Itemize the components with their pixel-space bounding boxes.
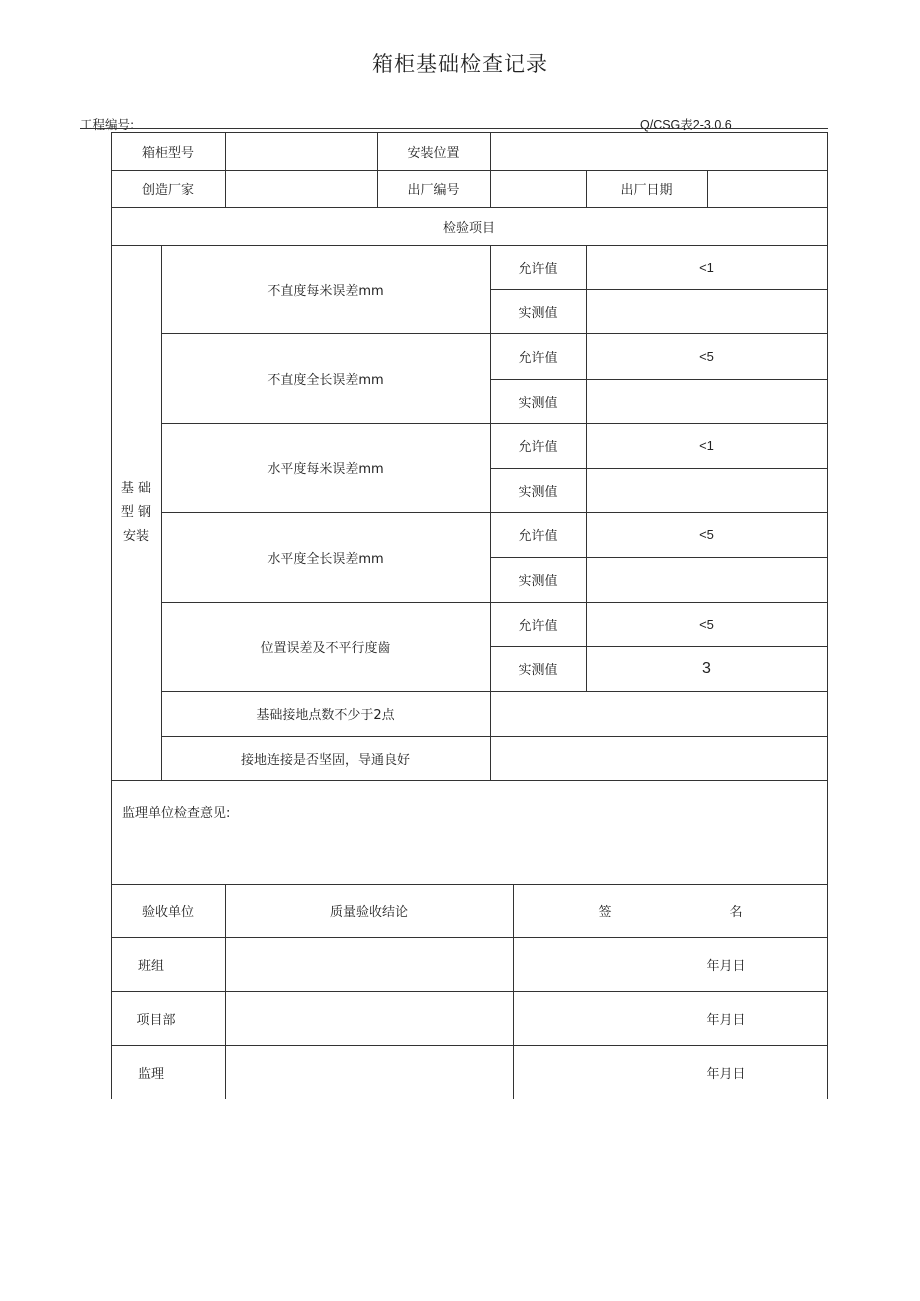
page-title: 箱柜基础检查记录 [372,52,548,76]
project-number-label: 工程编号: [80,117,135,132]
allowed-label: 允许值 [518,440,558,455]
measured-label: 实测值 [518,395,558,411]
measured-label: 实测值 [518,305,558,321]
grounding-connection-value [490,736,827,780]
grounding-points-value [490,691,827,736]
acceptance-unit: 监理 [137,1066,164,1082]
grounding-points-item: 基础接地点数不少于2点 [256,708,395,723]
maker-label: 创造厂家 [141,183,194,198]
item-name: 位置误差及不平行度齒 [260,641,391,656]
model-label: 箱柜型号 [141,145,194,161]
allowed-label: 允许值 [518,261,558,277]
acceptance-date: 年月日 [706,1012,746,1028]
allowed-label: 允许值 [518,618,558,634]
maker-value [225,170,377,207]
section-title: 检验项目 [442,220,495,236]
date-value [707,170,827,207]
supervision-opinion-label: 监理单位检查意见: [122,805,231,821]
date-label: 出厂日期 [620,183,673,198]
allowed-value: <5 [699,527,714,542]
acceptance-conclusion-header: 质量验收结论 [329,905,408,920]
item-name: 水平度每米误差mm [267,462,384,477]
measured-value [586,289,827,333]
form-code: Q/CSG表2-3.0.6 [640,118,732,132]
item-name: 不直度全长误差mm [267,372,384,388]
group-label [111,245,161,780]
item-name: 不直度每米误差mm [267,283,384,299]
allowed-value: <1 [699,259,714,275]
measured-value [586,379,827,423]
allowed-label: 允许值 [518,350,558,366]
serial-value [490,170,586,207]
measured-label: 实测值 [518,574,558,589]
measured-value [586,557,827,602]
location-label: 安装位置 [407,145,460,161]
acceptance-unit: 班组 [137,958,164,974]
allowed-value: <5 [699,616,714,632]
acceptance-unit-header: 验收单位 [141,905,194,920]
measured-value [586,468,827,512]
group-label-line: 安装 [122,528,149,544]
measured-label: 实测值 [518,663,558,678]
group-label-line: 型 钢 [120,504,152,520]
location-value [490,132,827,170]
acceptance-unit: 项目部 [136,1012,176,1028]
measured-value: 3 [702,659,711,677]
model-value [225,132,377,170]
allowed-value: <5 [699,348,714,364]
item-name: 水平度全长误差mm [267,551,384,567]
header-underline [80,128,828,129]
signature-header-1: 签 [598,905,612,920]
grounding-connection-item: 接地连接是否坚固，导通良好 [240,752,410,768]
acceptance-date: 年月日 [706,1066,746,1082]
allowed-label: 允许值 [518,529,558,544]
acceptance-date: 年月日 [706,958,746,974]
group-label-line: 基 础 [120,480,152,496]
serial-label: 出厂编号 [407,183,460,198]
signature-header-2: 名 [729,905,743,920]
allowed-value: <1 [699,438,714,453]
measured-label: 实测值 [518,484,558,500]
